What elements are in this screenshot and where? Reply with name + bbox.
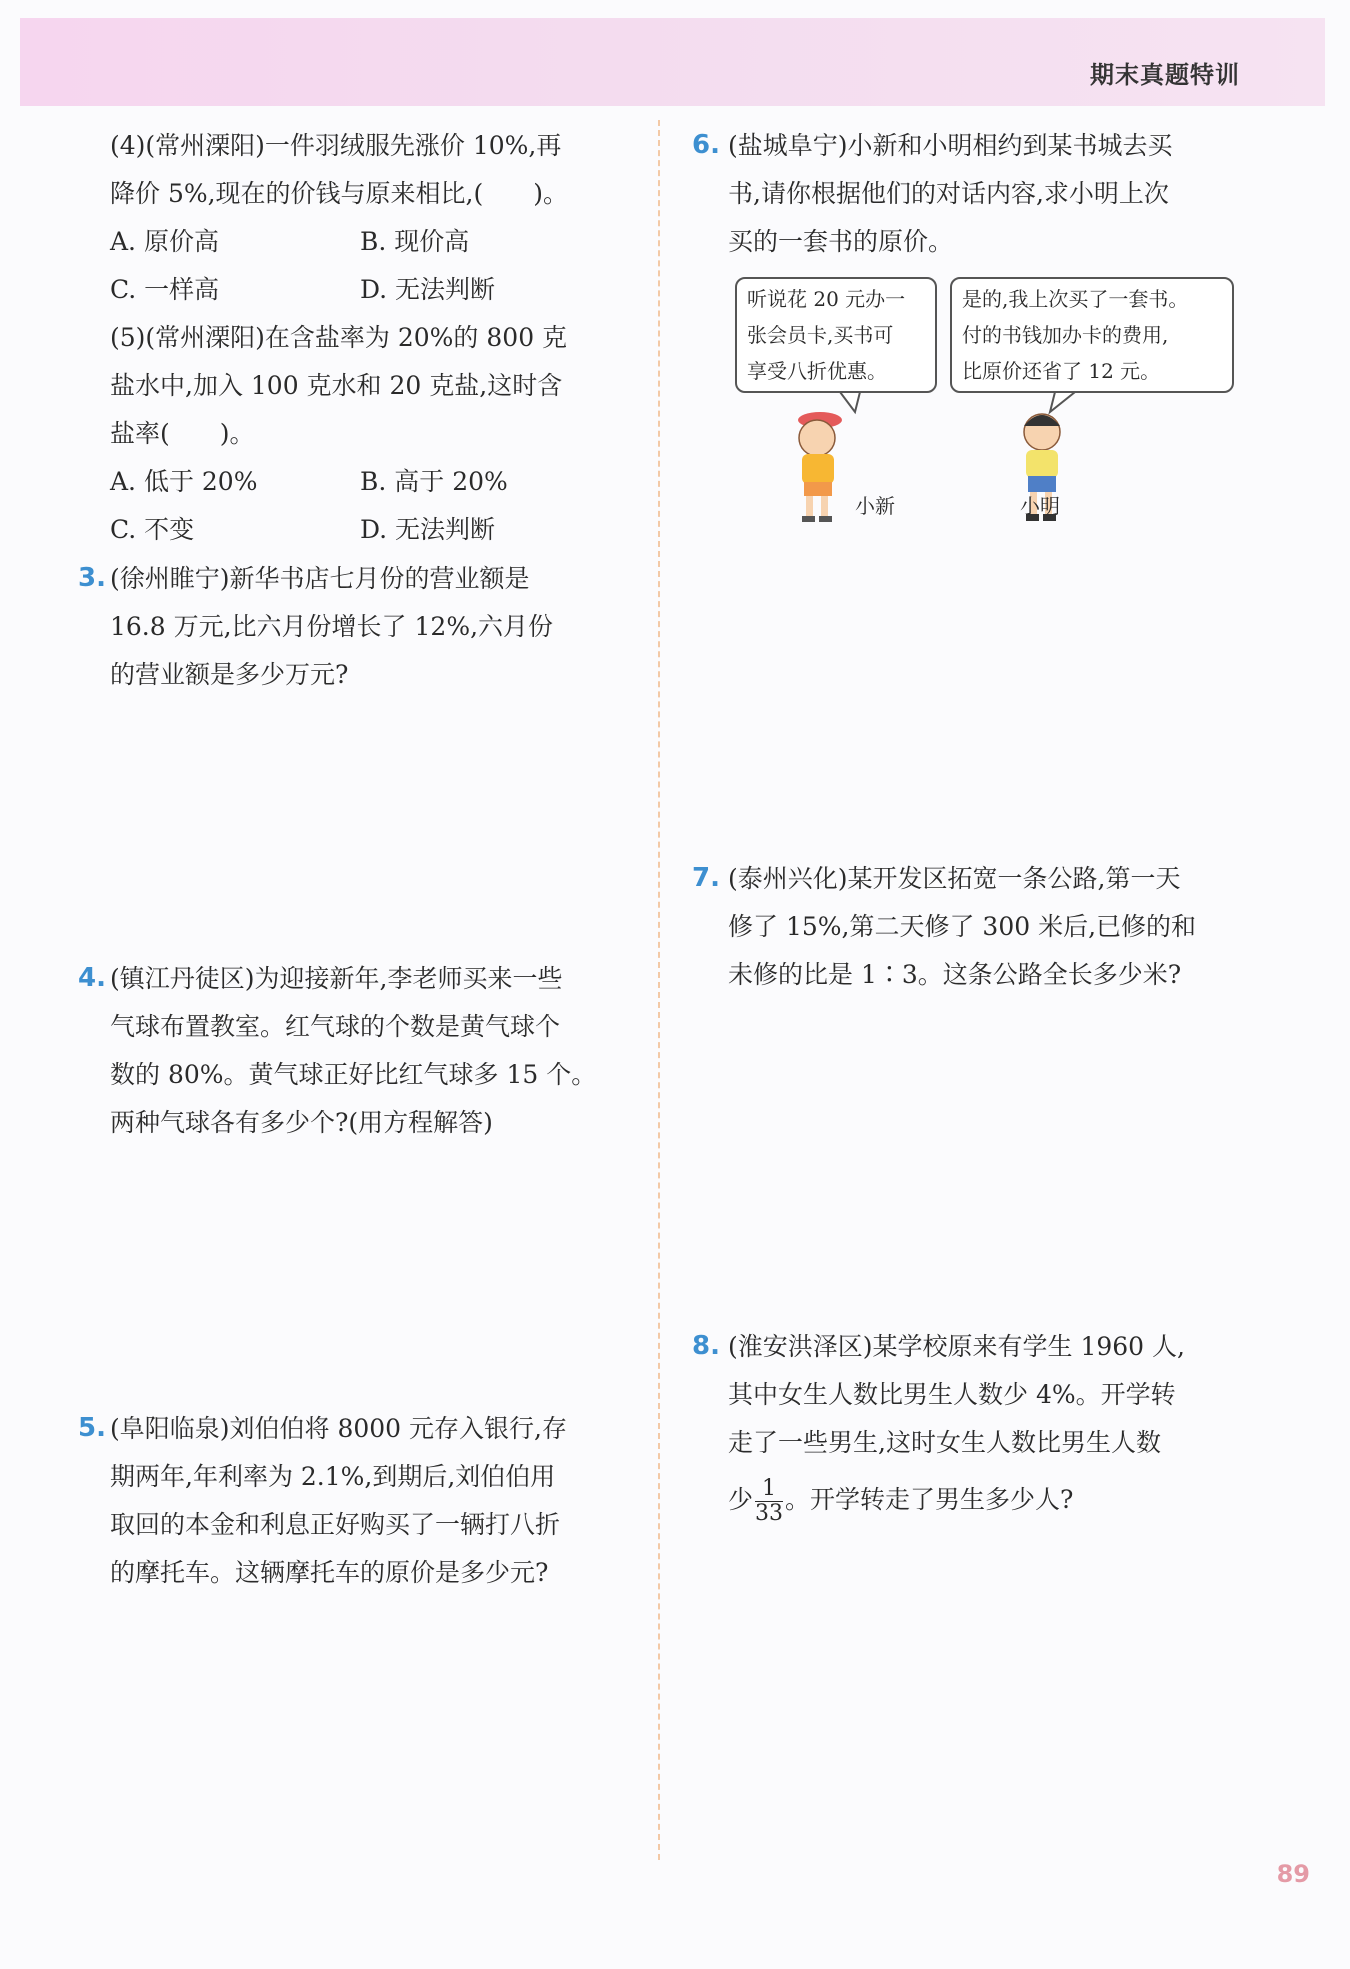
- option-a[interactable]: A. 低于 20%: [110, 467, 258, 496]
- question-text-line: 的摩托车。这辆摩托车的原价是多少元?: [110, 1558, 549, 1587]
- speech-bubble-xiaoxin: [735, 277, 937, 393]
- bubble-line: 张会员卡,买书可: [747, 323, 894, 347]
- question-text-line: (盐城阜宁)小新和小明相约到某书城去买: [728, 131, 1173, 160]
- bubble-tail-right: [1050, 392, 1075, 412]
- question-4: [110, 955, 630, 1147]
- option-c[interactable]: C. 不变: [110, 515, 195, 544]
- question-5: [110, 1405, 630, 1597]
- question-text-line: 气球布置教室。红气球的个数是黄气球个: [110, 1012, 561, 1041]
- question-text-line: 修了 15%,第二天修了 300 米后,已修的和: [728, 912, 1197, 941]
- question-text-line: (泰州兴化)某开发区拓宽一条公路,第一天: [728, 864, 1181, 893]
- bubble-line: 比原价还省了 12 元。: [962, 359, 1161, 383]
- question-text-line: 数的 80%。黄气球正好比红气球多 15 个。: [110, 1060, 597, 1089]
- question-6: [728, 122, 1248, 266]
- page-number: 89: [1276, 1860, 1310, 1888]
- question-number: 4.: [78, 963, 106, 993]
- option-d[interactable]: D. 无法判断: [360, 275, 496, 304]
- option-c[interactable]: C. 一样高: [110, 275, 220, 304]
- question-text-line: (4)(常州溧阳)一件羽绒服先涨价 10%,再: [110, 131, 562, 160]
- question-2-5: [110, 314, 630, 554]
- page-header-title: 期末真题特训: [1090, 61, 1240, 89]
- question-text-line: (阜阳临泉)刘伯伯将 8000 元存入银行,存: [110, 1414, 567, 1443]
- option-b[interactable]: B. 现价高: [360, 227, 470, 256]
- option-d[interactable]: D. 无法判断: [360, 515, 496, 544]
- kid-label-xiaoming: 小明: [1020, 494, 1060, 518]
- question-7: [728, 855, 1248, 999]
- question-text-line: 16.8 万元,比六月份增长了 12%,六月份: [110, 612, 554, 641]
- question-text-line: 其中女生人数比男生人数少 4%。开学转: [728, 1380, 1176, 1409]
- question-text-line: 未修的比是 1∶3。这条公路全长多少米?: [728, 960, 1182, 989]
- question-text-line: (5)(常州溧阳)在含盐率为 20%的 800 克: [110, 323, 568, 352]
- fraction-denominator: 33: [755, 1501, 784, 1526]
- question-text-line: 盐水中,加入 100 克水和 20 克盐,这时含: [110, 371, 563, 400]
- question-text-line: 盐率( )。: [110, 419, 255, 448]
- question-text-line: 两种气球各有多少个?(用方程解答): [110, 1108, 493, 1137]
- question-text-line: [728, 1467, 1248, 1533]
- question-text-line: 买的一套书的原价。: [728, 227, 954, 256]
- question-text-line: 的营业额是多少万元?: [110, 660, 349, 689]
- question-text-line: (镇江丹徒区)为迎接新年,李老师买来一些: [110, 964, 563, 993]
- bubble-tail-left: [840, 392, 860, 412]
- text-fragment: 。开学转走了男生多少人?: [785, 1485, 1074, 1514]
- question-text-line: (徐州睢宁)新华书店七月份的营业额是: [110, 564, 530, 593]
- question-text-line: 期两年,年利率为 2.1%,到期后,刘伯伯用: [110, 1462, 556, 1491]
- bubble-line: 付的书钱加办卡的费用,: [962, 323, 1169, 347]
- question-text-line: 走了一些男生,这时女生人数比男生人数: [728, 1428, 1161, 1457]
- question-text-line: 书,请你根据他们的对话内容,求小明上次: [728, 179, 1169, 208]
- column-divider: [658, 120, 660, 1860]
- options-list: [110, 218, 630, 314]
- question-number: 8.: [692, 1331, 720, 1361]
- bubble-line: 享受八折优惠。: [747, 359, 887, 383]
- option-a[interactable]: A. 原价高: [110, 227, 219, 256]
- option-b[interactable]: B. 高于 20%: [360, 467, 508, 496]
- bubble-line: 是的,我上次买了一套书。: [962, 287, 1189, 311]
- kid-xiaoxin-figure: [798, 412, 842, 522]
- question-text-line: (淮安洪泽区)某学校原来有学生 1960 人,: [728, 1332, 1185, 1361]
- question-number: 6.: [692, 130, 720, 160]
- kid-label-xiaoxin: 小新: [855, 494, 895, 518]
- question-number: 3.: [78, 563, 106, 593]
- question-8: [728, 1323, 1248, 1533]
- question-2-4: [110, 122, 630, 314]
- fraction: [755, 1477, 783, 1526]
- question-text-line: 取回的本金和利息正好购买了一辆打八折: [110, 1510, 561, 1539]
- options-list: [110, 458, 630, 554]
- question-number: 5.: [78, 1413, 106, 1443]
- question-number: 7.: [692, 863, 720, 893]
- question-text-line: 降价 5%,现在的价钱与原来相比,( )。: [110, 179, 569, 208]
- text-fragment: 少: [728, 1485, 754, 1514]
- dialogue-illustration: [720, 380, 1120, 530]
- speech-bubble-xiaoming: [950, 277, 1234, 393]
- fraction-numerator: 1: [755, 1477, 783, 1502]
- question-3: [110, 555, 630, 699]
- bubble-line: 听说花 20 元办一: [747, 287, 906, 311]
